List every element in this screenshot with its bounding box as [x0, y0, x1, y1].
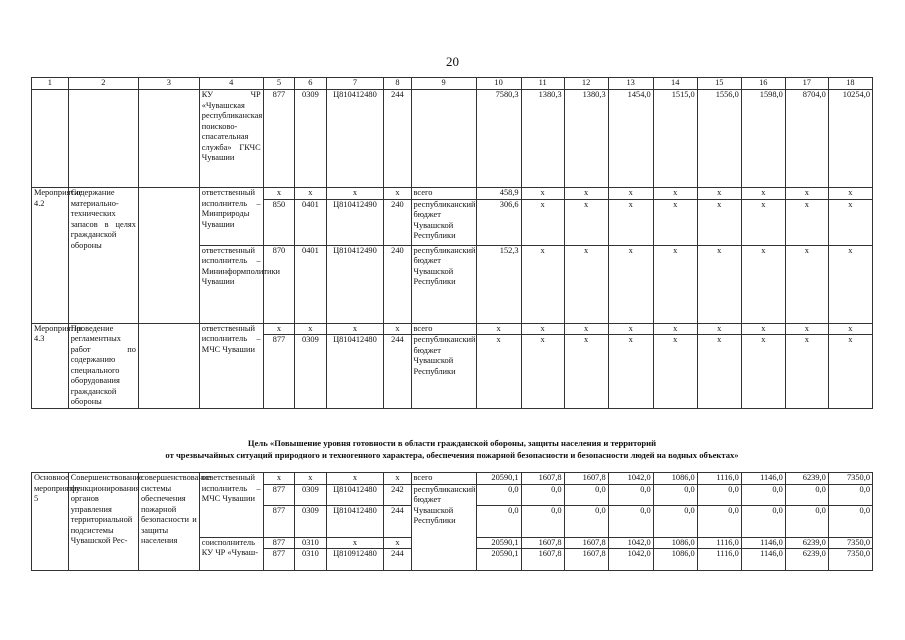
table-row: ответственный исполнитель – Мининформполитики Чувашии 870 0401 Ц810412490 240 республиканский бюджет Чувашской Республики 152,3 x x x x x x x x [32, 245, 873, 323]
column-header: 2 [68, 78, 138, 90]
table-row: 877 0309 Ц810412480 244 0,0 0,0 0,0 0,0 0,0 0,0 0,0 0,0 0,0 [32, 505, 873, 537]
budget-table-lower [31, 472, 873, 571]
table-row: 877 0309 Ц810412480 242 республиканский бюджет Чувашской Республики 0,0 0,0 0,0 0,0 0,0 0,0 0,0 0,0 0,0 [32, 484, 873, 505]
column-header: 3 [138, 78, 199, 90]
column-header: 12 [564, 78, 608, 90]
event-label: Основное мероприятие 5 [32, 473, 69, 571]
executor-cell: ответственный исполнитель – МЧС Чувашии [199, 473, 263, 538]
column-header: 7 [326, 78, 384, 90]
column-header: 9 [411, 78, 476, 90]
page-number: 20 [446, 54, 459, 69]
column-header: 18 [828, 78, 872, 90]
column-header: 16 [741, 78, 785, 90]
column-header-row [32, 78, 873, 90]
column-header: 13 [608, 78, 653, 90]
table-row: 850 0401 Ц810412490 240 республиканский бюджет Чувашской Республики 306,6 x x x x x x x x [32, 199, 873, 245]
budget-table-upper [31, 77, 873, 409]
column-header: 5 [263, 78, 294, 90]
column-header: 8 [384, 78, 411, 90]
table-row: 877 0309 Ц810412480 244 республиканский бюджет Чувашской Республики x x x x x x x x x [32, 335, 873, 409]
goal-heading [31, 437, 873, 461]
executor-cell: ответственный исполнитель – МЧС Чувашии [199, 323, 263, 409]
event-result: совершенствование системы обеспечения пожарной безопасности и защиты населения [138, 473, 199, 571]
column-header: 10 [476, 78, 521, 90]
event-description: Совершенствование функционирования органов управления территориальной подсистемы Чувашской Рес- [68, 473, 138, 571]
column-header: 17 [785, 78, 828, 90]
column-header: 15 [697, 78, 741, 90]
table-row: соисполнитель КУ ЧР «Чуваш- 877 0310 x x 20590,1 1607,8 1607,8 1042,0 1086,0 1116,0 1146,0 6239,0 7350,0 [32, 537, 873, 549]
goal-line: Цель «Повышение уровня готовности в области гражданской обороны, защиты населения и территорий [247, 438, 657, 448]
table-row: КУ ЧР «Чувашская республиканская поисково-спасательная служба» ГКЧС Чувашии 877 0309 Ц810412480 244 7580,3 1380,3 1380,3 1454,0 1515,0 1556,0 1598,0 8704,0 10254,0 [32, 90, 873, 188]
column-header: 14 [653, 78, 697, 90]
table-row: Мероприятие 4.2 Содержание материально-технических запасов в целях гражданской обороны ответственный исполнитель – Минприроды Чувашии x x x x всего 458,9 x x x x x x x x [32, 188, 873, 200]
executor-cell: КУ ЧР «Чувашская республиканская поисково-спасательная служба» ГКЧС Чувашии [199, 90, 263, 188]
table-row: 877 0310 Ц810912480 244 20590,1 1607,8 1607,8 1042,0 1086,0 1116,0 1146,0 6239,0 7350,0 [32, 549, 873, 571]
goal-line: от чрезвычайных ситуаций природного и техногенного характера, обеспечения пожарной безопасности и безопасности людей на водных объектах» [165, 450, 739, 460]
table-row: Мероприятие 4.3 Проведение регламентных работ по содержанию специального оборудования гражданской обороны ответственный исполнитель – МЧС Чувашии x x x x всего x x x x x x x x x [32, 323, 873, 335]
table-row: Основное мероприятие 5 Совершенствование функционирования органов управления территориальной подсистемы Чувашской Рес- совершенствование системы обеспечения пожарной безопасности и защиты населения ответственный исполнитель – МЧС Чувашии x x x x всего 20590,1 1607,8 1607,8 1042,0 1086,0 1116,0 1146,0 6239,0 7350,0 [32, 473, 873, 485]
executor-cell: ответственный исполнитель – Минприроды Чувашии [199, 188, 263, 246]
event-label: Мероприятие 4.2 [32, 188, 69, 324]
column-header: 11 [521, 78, 564, 90]
event-label: Мероприятие 4.3 [32, 323, 69, 409]
event-description: Содержание материально-технических запасов в целях гражданской обороны [68, 188, 138, 324]
event-description: Проведение регламентных работ по содержанию специального оборудования гражданской обороны [68, 323, 138, 409]
column-header: 4 [199, 78, 263, 90]
column-header: 6 [295, 78, 326, 90]
executor-cell: соисполнитель КУ ЧР «Чуваш- [199, 537, 263, 571]
column-header: 1 [32, 78, 69, 90]
executor-cell: ответственный исполнитель – Мининформполитики Чувашии [199, 245, 263, 323]
